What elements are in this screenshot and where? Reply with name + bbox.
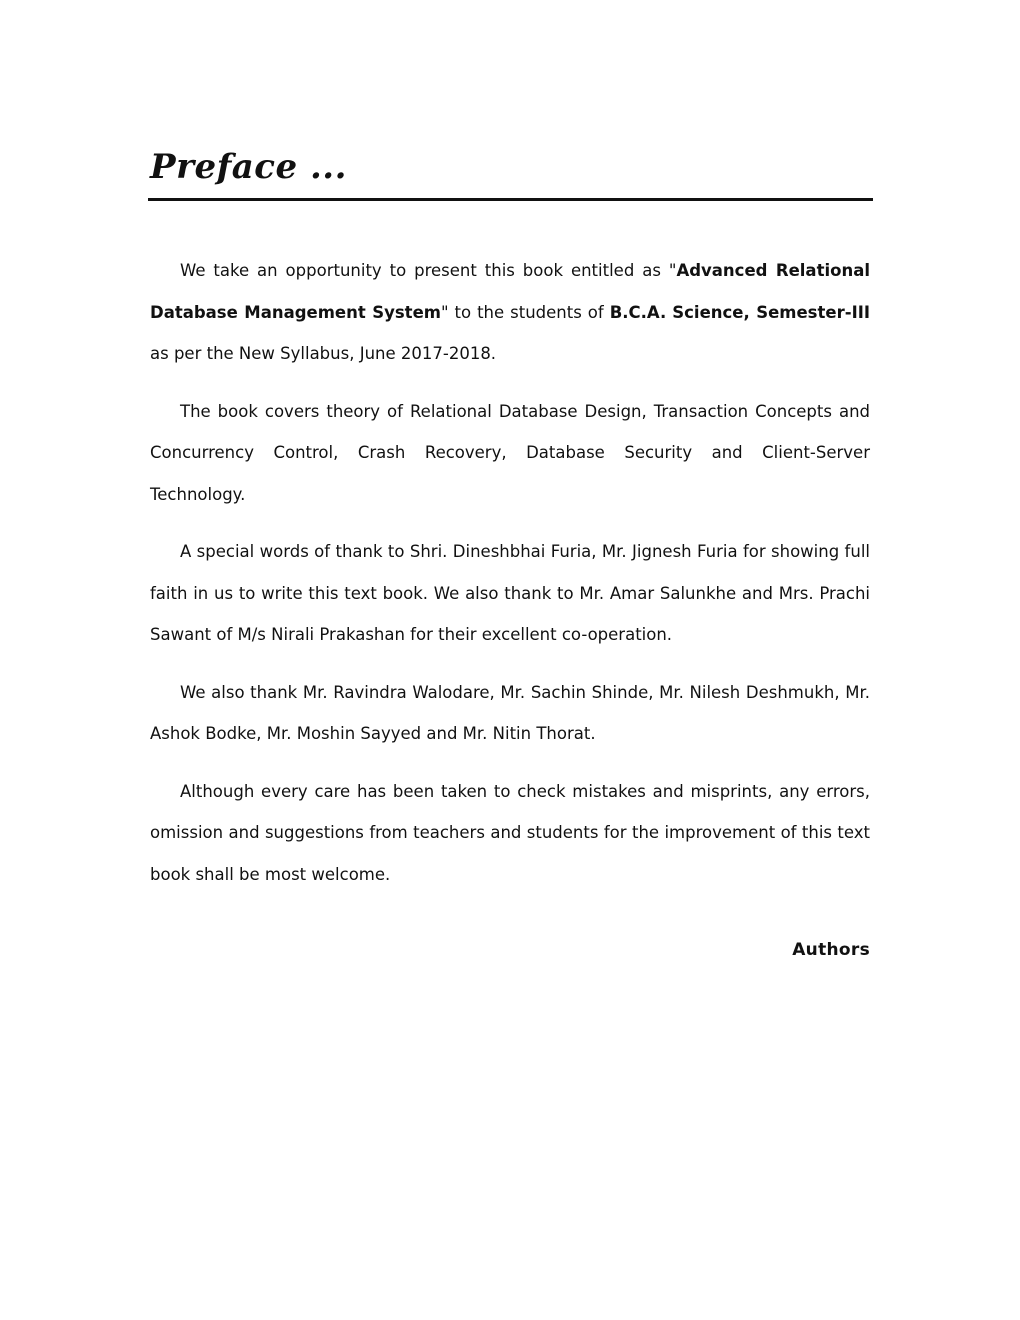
paragraph-coverage: The book covers theory of Relational Database Design, Transaction Concepts and Concurrency Control, Crash Recovery, Database Security and Client-Server Technology. xyxy=(150,401,870,504)
signoff-authors: Authors xyxy=(792,940,870,960)
paragraph-intro-text-2: " to the students of xyxy=(440,302,610,322)
paragraph-thanks-colleagues: We also thank Mr. Ravindra Walodare, Mr. Sachin Shinde, Mr. Nilesh Deshmukh, Mr. Ashok Bodke, Mr. Moshin Sayyed and Mr. Nitin Thorat. xyxy=(150,682,870,743)
paragraph-intro-text-4: as per the New Syllabus, June 2017-2018. xyxy=(150,344,497,363)
preface-body xyxy=(150,250,870,911)
book-title: Advanced Relational Database Management System xyxy=(150,261,870,322)
paragraph-intro xyxy=(150,250,870,375)
paragraph-intro-text-1: We take an opportunity to present this book entitled as " xyxy=(180,261,677,280)
paragraph-errata: Although every care has been taken to check mistakes and misprints, any errors, omission and suggestions from teachers and students for the improvement of this text book shall be most welcome. xyxy=(150,781,870,884)
page-title: Preface ... xyxy=(150,147,347,187)
semester-name: Science, Semester-III xyxy=(672,302,870,322)
title-underline xyxy=(148,198,873,201)
paragraph-thanks-publisher: A special words of thank to Shri. Dineshbhai Furia, Mr. Jignesh Furia for showing full faith in us to write this text book. We also thank to Mr. Amar Salunkhe and Mrs. Prachi Sawant of M/s Nirali Prakashan for their excellent co-operation. xyxy=(150,542,870,644)
course-name: B.C.A. xyxy=(609,302,667,322)
